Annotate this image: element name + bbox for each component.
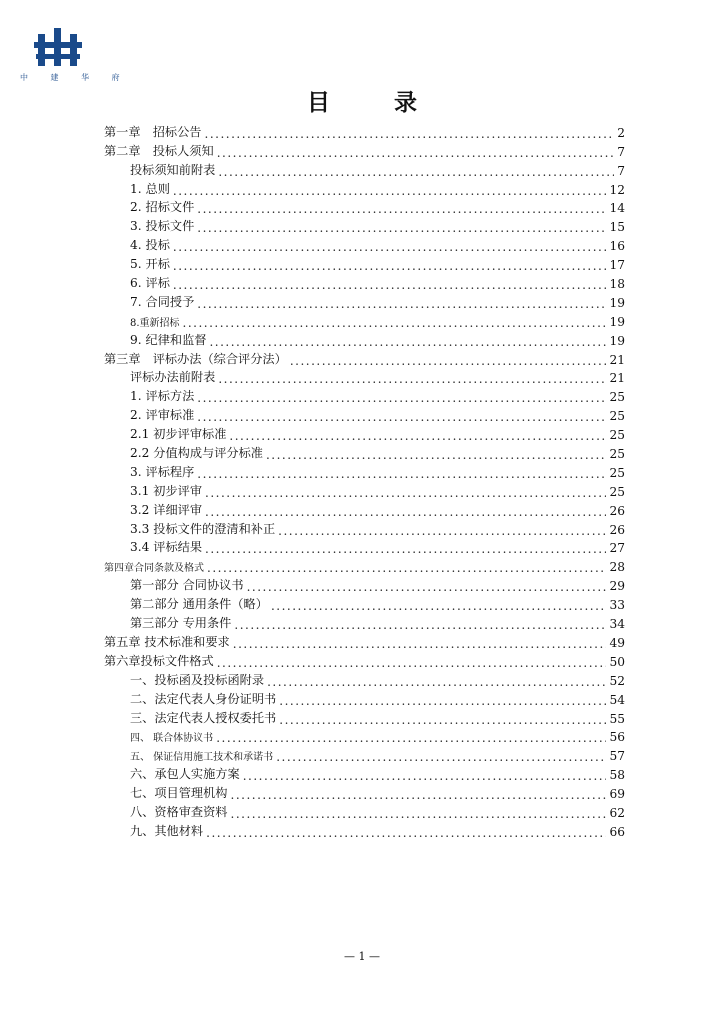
toc-entry-label: 2.2 分值构成与评分标准 [130, 446, 263, 461]
toc-leader-dots [247, 581, 607, 593]
toc-entry[interactable] [104, 782, 625, 801]
toc-entry[interactable] [104, 518, 625, 537]
toc-entry-label: 第四章合同条款及格式 [104, 563, 204, 575]
toc-entry-page: 25 [609, 484, 625, 499]
toc-entry-page: 49 [609, 635, 625, 650]
toc-entry-label: 4. 投标 [130, 238, 170, 253]
toc-entry[interactable] [104, 348, 625, 367]
toc-entry-page: 21 [609, 352, 625, 367]
toc-leader-dots [173, 279, 607, 291]
toc-leader-dots [271, 600, 607, 612]
table-of-contents [104, 121, 625, 839]
toc-entry-label: 第三章 评标办法（综合评分法） [104, 351, 287, 366]
toc-entry-page: 7 [617, 144, 625, 159]
toc-entry-label: 第三部分 专用条件 [130, 616, 232, 631]
toc-entry-page: 69 [609, 787, 625, 802]
toc-entry-page: 2 [617, 125, 625, 140]
toc-entry[interactable] [104, 385, 625, 404]
toc-entry[interactable] [104, 234, 625, 253]
toc-entry[interactable] [104, 801, 625, 820]
toc-entry-label: 3.1 初步评审 [130, 483, 203, 498]
toc-entry-label: 六、承包人实施方案 [130, 767, 240, 782]
toc-entry-label: 9. 纪律和监督 [130, 332, 207, 347]
toc-leader-dots [279, 695, 606, 707]
toc-entry-page: 21 [609, 371, 625, 386]
toc-entry[interactable] [104, 197, 625, 216]
toc-leader-dots [183, 317, 607, 329]
toc-entry-page: 26 [609, 522, 625, 537]
toc-entry-page: 7 [617, 163, 625, 178]
toc-entry[interactable] [104, 688, 625, 707]
page-number: — 1 — [344, 950, 380, 963]
toc-entry-label: 二、法定代表人身份证明书 [130, 691, 277, 706]
toc-entry[interactable] [104, 140, 625, 159]
toc-entry-label: 2. 招标文件 [130, 200, 195, 215]
toc-entry-page: 56 [609, 730, 625, 745]
toc-entry-label: 第二章 投标人须知 [104, 143, 214, 158]
toc-entry[interactable] [104, 159, 625, 178]
toc-entry[interactable] [104, 442, 625, 461]
toc-entry[interactable] [104, 367, 625, 386]
toc-entry[interactable] [104, 499, 625, 518]
toc-leader-dots [205, 506, 606, 518]
toc-entry-page: 25 [609, 409, 625, 424]
toc-entry[interactable] [104, 310, 625, 329]
toc-entry-page: 25 [609, 428, 625, 443]
toc-entry[interactable] [104, 461, 625, 480]
toc-entry-label: 7. 合同授予 [130, 294, 195, 309]
toc-entry-page: 55 [609, 711, 625, 726]
toc-entry-label: 五、 保证信用施工技术和承诺书 [130, 752, 274, 764]
toc-entry[interactable] [104, 329, 625, 348]
toc-leader-dots [229, 430, 606, 442]
toc-entry[interactable] [104, 726, 625, 745]
toc-entry-label: 3.4 评标结果 [130, 540, 203, 555]
toc-leader-dots [231, 808, 607, 820]
toc-entry-page: 26 [609, 503, 625, 518]
toc-entry-label: 第五章 技术标准和要求 [104, 634, 230, 649]
toc-entry-label: 第一章 招标公告 [104, 124, 202, 139]
toc-leader-dots [243, 770, 607, 782]
toc-entry-page: 25 [609, 447, 625, 462]
toc-entry-label: 1. 评标方法 [130, 389, 195, 404]
toc-entry-page: 58 [609, 768, 625, 783]
toc-entry-page: 17 [609, 258, 625, 273]
toc-entry-page: 50 [609, 654, 625, 669]
company-logo [20, 28, 130, 83]
toc-entry[interactable] [104, 537, 625, 556]
toc-entry-label: 四、 联合体协议书 [130, 733, 214, 745]
toc-leader-dots [266, 449, 607, 461]
toc-leader-dots [205, 128, 615, 140]
toc-entry-label: 3.2 详细评审 [130, 502, 203, 517]
toc-leader-dots [231, 789, 607, 801]
toc-leader-dots [205, 487, 606, 499]
toc-entry[interactable] [104, 763, 625, 782]
toc-entry-page: 15 [609, 220, 625, 235]
toc-entry-page: 27 [609, 541, 625, 556]
toc-entry[interactable] [104, 480, 625, 499]
toc-entry-page: 19 [609, 314, 625, 329]
toc-entry-page: 66 [609, 824, 625, 839]
toc-entry-label: 8.重新招标 [130, 317, 180, 329]
toc-entry-page: 57 [609, 749, 625, 764]
toc-entry[interactable] [104, 404, 625, 423]
toc-entry-label: 3. 投标文件 [130, 219, 195, 234]
toc-entry-label: 2.1 初步评审标准 [130, 427, 227, 442]
toc-entry-label: 九、其他材料 [130, 823, 204, 838]
toc-leader-dots [205, 543, 606, 555]
toc-entry[interactable] [104, 650, 625, 669]
toc-leader-dots [197, 298, 606, 310]
toc-entry[interactable] [104, 555, 625, 574]
toc-entry[interactable] [104, 253, 625, 272]
toc-entry[interactable] [104, 820, 625, 839]
toc-entry[interactable] [104, 707, 625, 726]
logo-text: 中 建 华 府 [20, 73, 130, 82]
toc-entry-page: 19 [609, 333, 625, 348]
toc-leader-dots [197, 411, 606, 423]
toc-leader-dots [234, 619, 606, 631]
toc-leader-dots [276, 751, 606, 763]
toc-entry-page: 29 [609, 579, 625, 594]
toc-entry-label: 5. 开标 [130, 257, 170, 272]
toc-entry-label: 1. 总则 [130, 181, 170, 196]
toc-entry-label: 6. 评标 [130, 276, 170, 291]
toc-leader-dots [267, 676, 606, 688]
toc-leader-dots [197, 468, 606, 480]
toc-entry-label: 七、项目管理机构 [130, 786, 228, 801]
toc-entry-label: 第二部分 通用条件（略） [130, 597, 268, 612]
toc-entry-page: 25 [609, 465, 625, 480]
toc-entry[interactable] [104, 291, 625, 310]
page-title: 目 录 [306, 89, 445, 116]
toc-leader-dots [218, 166, 614, 178]
toc-leader-dots [197, 222, 606, 234]
toc-entry-page: 12 [609, 182, 625, 197]
toc-entry-page: 19 [609, 295, 625, 310]
toc-entry[interactable] [104, 178, 625, 197]
toc-entry-label: 第六章投标文件格式 [104, 653, 214, 668]
toc-leader-dots [217, 657, 607, 669]
toc-entry-page: 14 [609, 201, 625, 216]
toc-entry-label: 2. 评审标准 [130, 408, 195, 423]
toc-leader-dots [209, 336, 606, 348]
toc-entry-label: 投标须知前附表 [130, 162, 216, 177]
toc-entry-page: 34 [609, 617, 625, 632]
company-logo-icon [34, 28, 82, 68]
toc-entry-page: 62 [609, 805, 625, 820]
toc-entry[interactable] [104, 574, 625, 593]
toc-leader-dots [217, 147, 615, 159]
toc-entry-label: 一、投标函及投标函附录 [130, 672, 265, 687]
toc-entry-label: 评标办法前附表 [130, 370, 216, 385]
toc-leader-dots [197, 203, 606, 215]
toc-entry-label: 三、法定代表人授权委托书 [130, 710, 277, 725]
toc-leader-dots [278, 525, 606, 537]
toc-leader-dots [206, 827, 606, 839]
toc-leader-dots [173, 241, 607, 253]
toc-leader-dots [216, 732, 606, 744]
toc-entry[interactable] [104, 744, 625, 763]
toc-entry[interactable] [104, 272, 625, 291]
toc-entry-page: 52 [609, 673, 625, 688]
toc-entry-page: 25 [609, 390, 625, 405]
toc-entry-page: 16 [609, 239, 625, 254]
toc-entry-page: 18 [609, 277, 625, 292]
toc-entry[interactable] [104, 631, 625, 650]
toc-leader-dots [233, 638, 607, 650]
toc-entry-page: 54 [609, 692, 625, 707]
toc-entry[interactable] [104, 121, 625, 140]
toc-leader-dots [173, 185, 607, 197]
toc-entry[interactable] [104, 612, 625, 631]
toc-leader-dots [197, 392, 606, 404]
toc-entry[interactable] [104, 593, 625, 612]
toc-entry-page: 33 [609, 598, 625, 613]
toc-entry-label: 八、资格审查资料 [130, 804, 228, 819]
toc-leader-dots [173, 260, 607, 272]
toc-leader-dots [207, 562, 606, 574]
toc-entry-label: 第一部分 合同协议书 [130, 578, 244, 593]
toc-leader-dots [279, 714, 606, 726]
toc-leader-dots [218, 373, 606, 385]
toc-entry-label: 3. 评标程序 [130, 464, 195, 479]
toc-entry[interactable] [104, 215, 625, 234]
toc-entry-label: 3.3 投标文件的澄清和补正 [130, 521, 276, 536]
toc-entry-page: 28 [609, 560, 625, 575]
toc-entry[interactable] [104, 423, 625, 442]
toc-leader-dots [290, 355, 607, 367]
toc-entry[interactable] [104, 669, 625, 688]
